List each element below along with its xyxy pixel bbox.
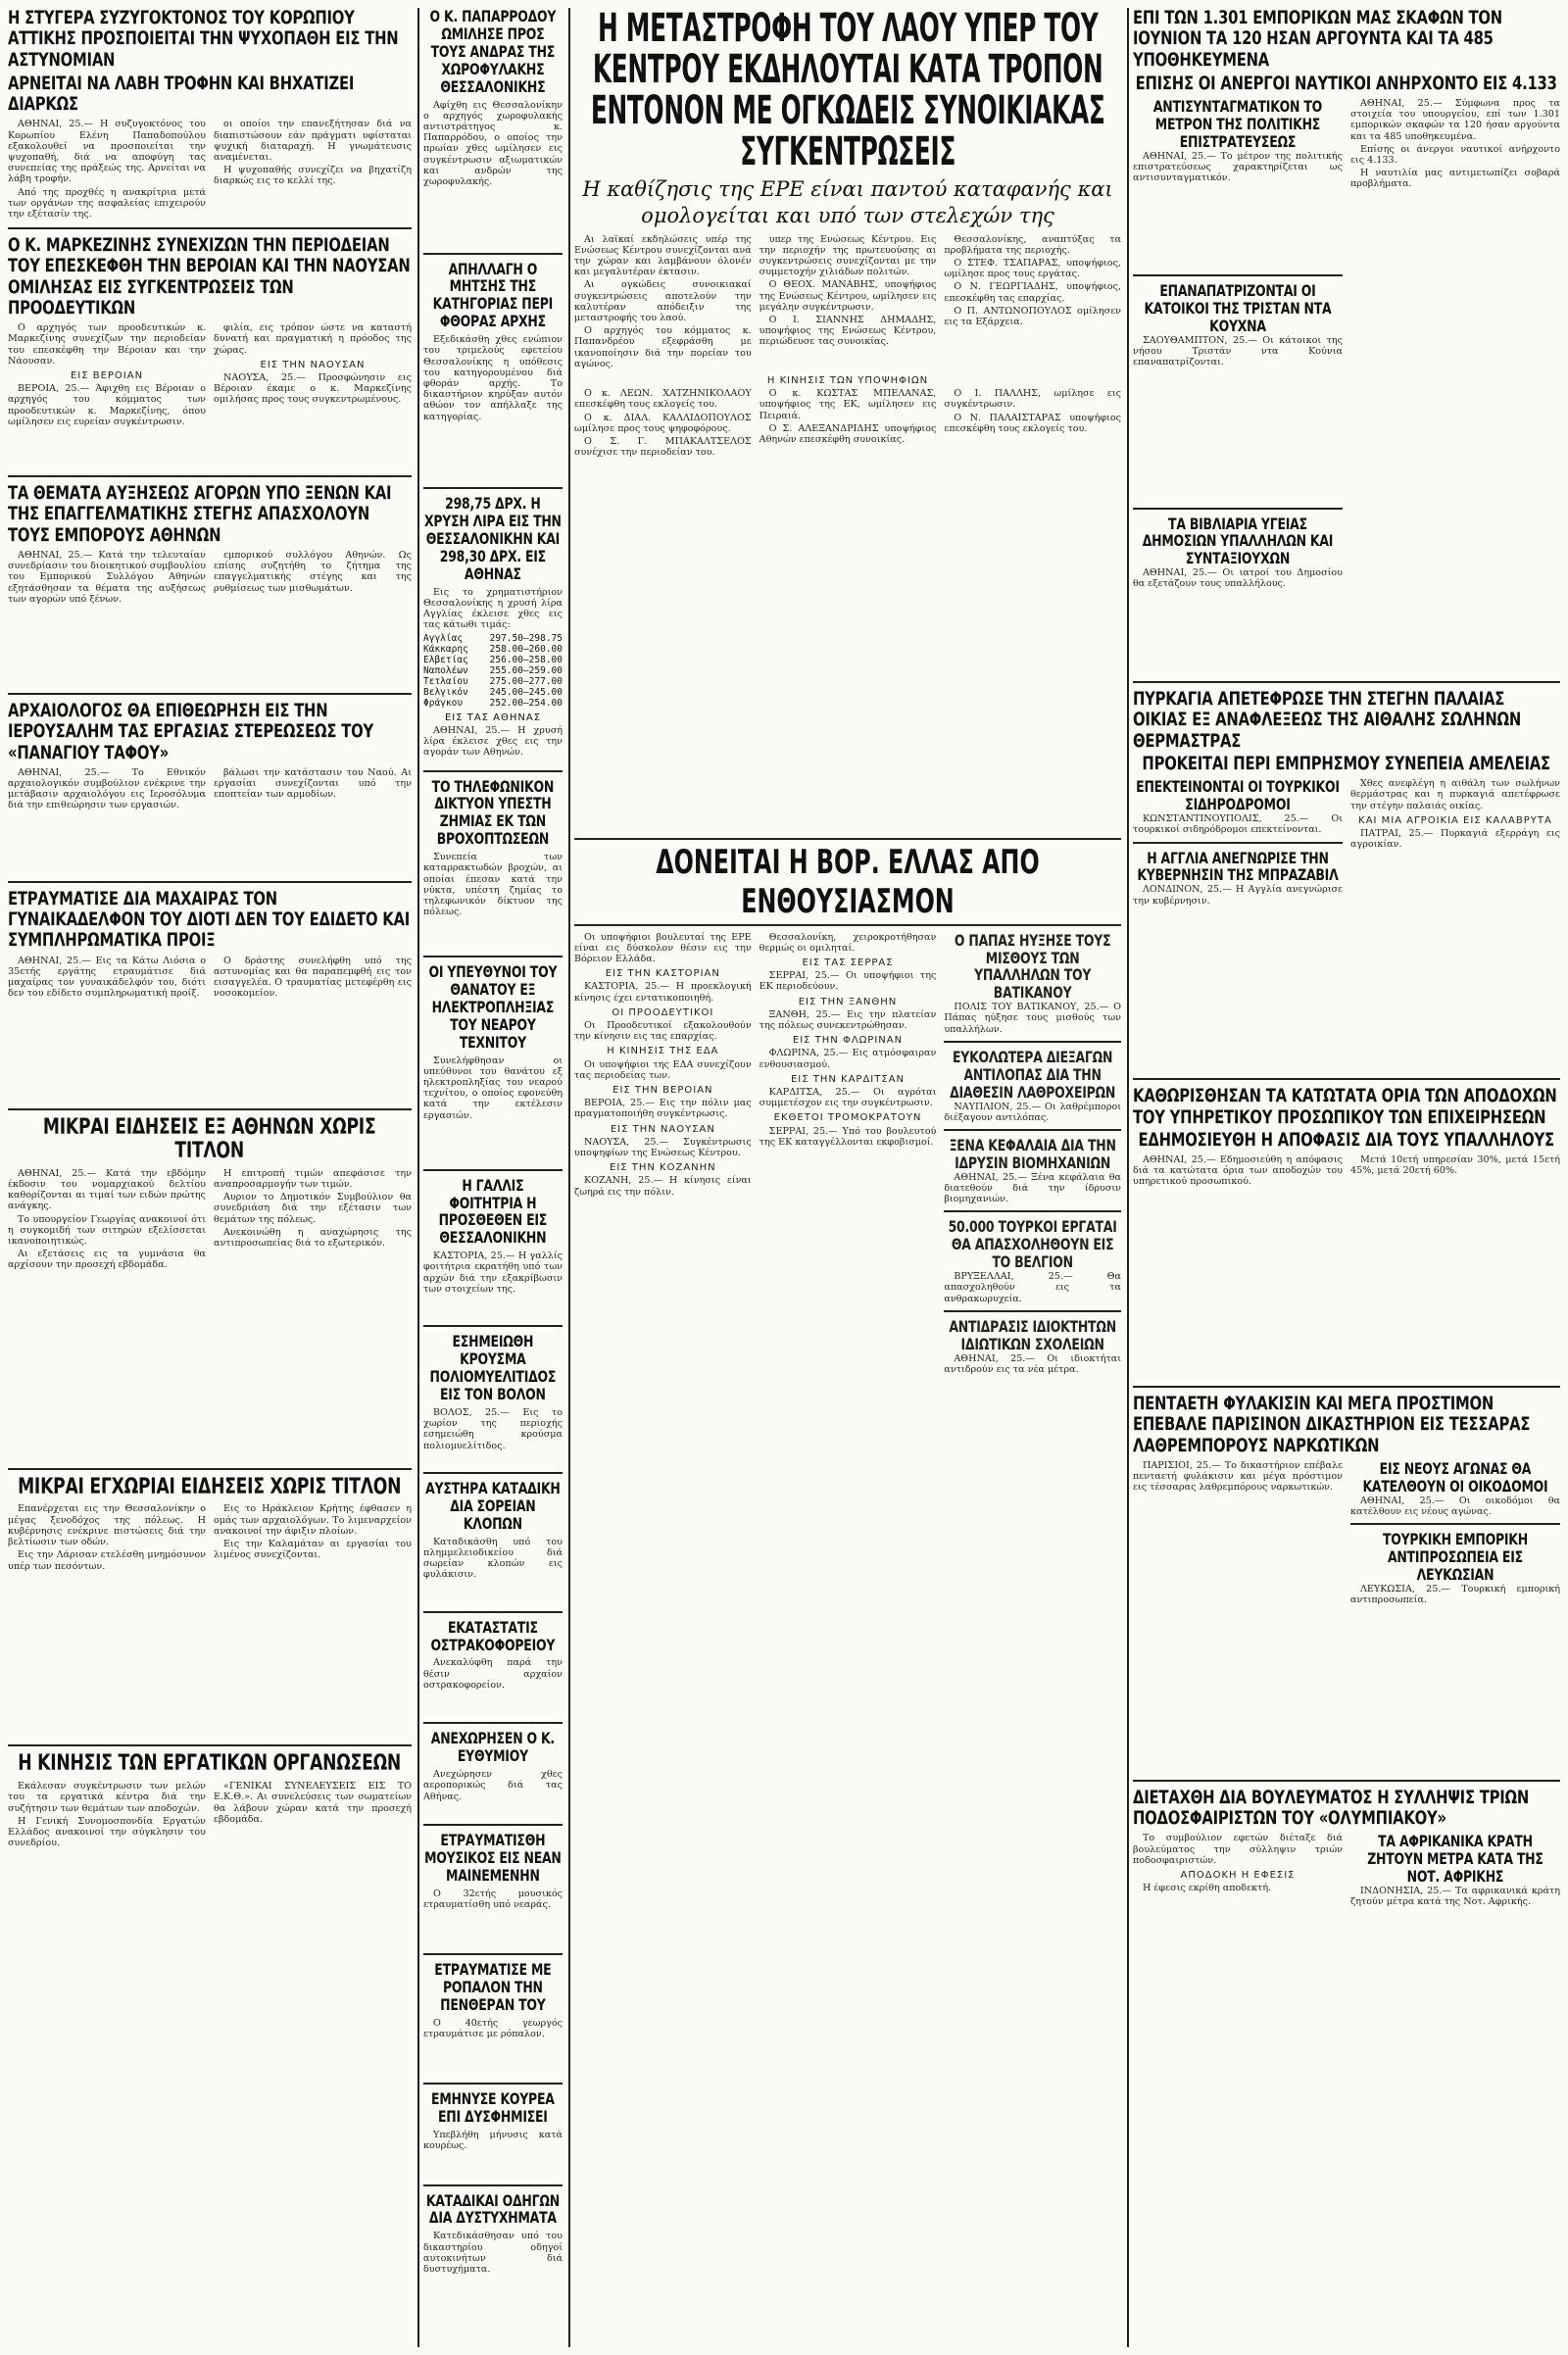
section-tag: ΕΙΣ ΤΗΝ ΚΑΡΔΙΤΣΑΝ <box>790 1073 906 1085</box>
divider <box>944 1041 1121 1043</box>
article-body: Επανέρχεται εις την Θεσσαλονίκην ο μέγας ξενοδόχος της πόλεως. Η κυβέρνησις ενέκρινε πιστώσεις διά την βελτίωσιν των οδών. Εις την Λάρισαν ετελέσθη μνημόσυνον υπέρ των πεσόντων. Εις το Ηράκλειον Κρήτης έφθασεν η ομάς των αρχαιολόγων. Το λιμεναρχείον ανακοινοί την άφιξιν πλοίων. Εις την Καλαμάταν αι εργασίαι του λιμένος συνεχίζονται. <box>8 1503 412 1572</box>
price-row: Κάκκαρης 258.00—260.00 <box>423 643 563 655</box>
article-body: ΑΘΗΝΑΙ, 25.— Η συζυγοκτόνος του Κορωπίου Ελένη Παπαδοπούλου εξακολουθεί να προσποιείται την ψυχοπαθή, διά να αποφύγη τας συνεπείας της πράξεώς της. Αρνείται να λάβη τροφήν. Από της προχθές η ανακρίτρια μετά των οργάνων της ασφαλείας επιχειρούν την εξέτασίν της. οι οποίοι την επανεξήτησαν διά να διαπιστώσουν εάν πράγματι υφίσταται ψυχική διαταραχή. Η γνωμάτευσις αναμένεται. Η ψυχοπαθής συνεχίζει να βηχατίζη διαρκώς εις το κελλί της. <box>8 119 412 220</box>
headline-skafwn: ΕΠΙ ΤΩΝ 1.301 ΕΜΠΟΡΙΚΩΝ ΜΑΣ ΣΚΑΦΩΝ ΤΟΝ ΙΟΥΝΙΟΝ ΤΑ 120 ΗΣΑΝ ΑΡΓΟΥΝΤΑ ΚΑΙ ΤΑ 485 ΥΠΟΘΗΚΕΥΜΕΝΑ <box>1133 8 1502 71</box>
section-tag: Η ΚΙΝΗΣΙΣ ΤΗΣ ΕΔΑ <box>607 1046 719 1057</box>
divider <box>944 1310 1121 1312</box>
article-body: Υπεβλήθη μήνυσις κατά κουρέως. <box>423 2129 563 2151</box>
price-row: Βελγικόν 245.00—245.00 <box>423 686 563 698</box>
section-tag: ΕΙΣ ΤΗΝ ΝΑΟΥΣΑΝ <box>610 1123 715 1135</box>
divider <box>8 1744 412 1746</box>
divider <box>423 253 563 255</box>
divider <box>423 1169 563 1171</box>
headline-pope: Ο ΠΑΠΑΣ ΗΥΞΗΣΕ ΤΟΥΣ ΜΙΣΘΟΥΣ ΤΩΝ ΥΠΑΛΛΗΛΩΝ ΤΟΥ ΒΑΤΙΚΑΝΟΥ <box>954 931 1111 1003</box>
section-tag: ΚΑΙ ΜΙΑ ΑΓΡΟΙΚΙΑ ΕΙΣ ΚΑΛΑΒΡΥΤΑ <box>1358 814 1552 826</box>
article-body: Αι λαϊκαί εκδηλώσεις υπέρ της Ενώσεως Κέντρου συνεχίζονται ανά την χώραν και λαμβάνουν όλονέν και μεγαλυτέραν έκτασιν. Αι ογκώδεις συνοικιακαί συγκεντρώσεις αποτελούν την καλυτέραν απόδειξιν της μεταστροφής του λαού. Ο αρχηγός του κόμματος κ. Παπανδρέου εξεφράσθη με ικανοποίησιν διά την πορείαν του αγώνος. υπερ της Ενώσεως Κέντρου. Εις την περιοχήν της πρωτευούσης αι συγκεντρώσεις συνεχίζονται με την συμμετοχήν χιλιάδων πολιτών. Ο ΘΕΟΧ. ΜΑΝΑΒΗΣ, υποψήφιος της Ενώσεως Κέντρου, ωμίλησεν εις μεγάλην συγκέντρωσιν. Ο Ι. ΣΙΑΝΝΗΣ ΔΗΜΑΔΗΣ, υποψήφιος της Ενώσεως Κέντρου, περιώδευσε τας συνοικίας. Θεσσαλονίκης, αναπτύξας τα προβλήματα της περιοχής. Ο ΣΤΕΦ. ΤΣΑΠΑΡΑΣ, υποψήφιος, ωμίλησε προς τους εργάτας. Ο Ν. ΓΕΩΡΓΙΑΔΗΣ, υποψήφιος, επεσκέφθη τας επαρχίας. Ο Π. ΑΝΤΩΝΟΠΟΥΛΟΣ ομίλησεν εις τα Εξάρχεια. Η ΚΙΝΗΣΙΣ ΤΩΝ ΥΠΟΨΗΦΙΩΝ Ο κ. ΛΕΩΝ. ΧΑΤΖΗΝΙΚΟΛΑΟΥ επεσκέφθη τους εκλογείς του. Ο κ. ΔΙΑΛ. ΚΑΛΛΙΔΟΠΟΥΛΟΣ ωμίλησε προς τους ψηφοφόρους. Ο Σ. Γ. ΜΠΑΚΑΛΤΣΕΛΟΣ συνέχισε την περιοδείαν του. Ο κ. ΚΩΣΤΑΣ ΜΠΕΛΑΝΑΣ, υποψήφιος της ΕΚ, ωμίλησεν εις Πειραιά. Ο Σ. ΑΛΕΞΑΝΔΡΙΔΗΣ υποψήφιος Αθηνών επεσκέφθη συνοικίας. Ο Ι. ΠΑΛΛΗΣ, ωμίλησε εις συγκέντρωσιν. Ο Ν. ΠΑΛΑΙΣΤΑΡΑΣ υποψήφιος επεσκέφθη τους εκλογείς του. <box>574 233 1121 459</box>
article-body: ΒΟΛΟΣ, 25.— Εις το χωρίον της περιοχής εσημειώθη κρούσμα πολιομυελίτιδος. <box>423 1406 563 1451</box>
article-body: ΑΘΗΝΑΙ, 25.— Κατά την εβδόμην έκδοσιν του νομαρχιακού δελτίου καθορίζονται αι τιμαί των ειδών πρώτης ανάγκης. Το υπουργείον Γεωργίας ανακοινοί ότι η συγκομιδή των σιτηρών εξελίσσεται ικανοποιητικώς. Αι εξετάσεις εις τα γυμνάσια θα αρχίσουν την προσεχή εβδομάδα. Η επιτροπή τιμών απεφάσισε την αναπροσαρμογήν των τιμών. Αυριον το Δημοτικόν Συμβούλιον θα συνεδριάση διά την εξέτασιν των θεμάτων της πόλεως. Ανεκοινώθη η αναχώρησις της αντιπροσωπείας διά το εξωτερικόν. <box>8 1167 412 1271</box>
article-body: ΑΘΗΝΑΙ, 25.— Η χρυσή λίρα έκλεισε χθες εις την αγοράν των Αθηνών. <box>423 724 563 758</box>
section-tag: Η ΚΙΝΗΣΙΣ ΤΩΝ ΥΠΟΨΗΦΙΩΝ <box>766 375 929 387</box>
headline-narkwtikwn: ΠΕΝΤΑΕΤΗ ΦΥΛΑΚΙΣΙΝ ΚΑΙ ΜΕΓΑ ΠΡΟΣΤΙΜΟΝ ΕΠΕΒΑΛΕ ΠΑΡΙΣΙΝΟΝ ΔΙΚΑΣΤΗΡΙΟΝ ΕΙΣ ΤΕΣΣΑΡΑΣ ΛΑΘΡΕΜΠΟΡΟΥΣ ΝΑΡΚΩΤΙΚΩΝ <box>1133 1393 1531 1456</box>
headline-lefkwsia: ΤΟΥΡΚΙΚΗ ΕΜΠΟΡΙΚΗ ΑΝΤΙΠΡΟΣΩΠΕΙΑ ΕΙΣ ΛΕΥΚΩΣΙΑΝ <box>1382 1530 1529 1584</box>
section-tag: ΕΙΣ ΤΗΝ ΝΑΟΥΣΑΝ <box>260 359 366 370</box>
section-tag: ΕΙΣ ΤΗΝ ΒΕΡΟΙΑΝ <box>612 1085 713 1097</box>
section-tag: ΕΙΣ ΤΗΝ ΚΟΖΑΝΗΝ <box>610 1162 716 1174</box>
article-body: Ο 32ετής μουσικός ετραυματίσθη υπό νεαράς. <box>423 1888 563 1911</box>
headline-mousikos: ΕΤΡΑΥΜΑΤΙΣΘΗ ΜΟΥΣΙΚΟΣ ΕΙΣ ΝΕΑΝ ΜΑΙΝΕΜΕΝΗΝ <box>424 1831 562 1886</box>
section-tag: ΕΙΣ ΒΕΡΟΙΑΝ <box>70 370 144 382</box>
article-body: Εξεδικάσθη χθες ενώπιον του τριμελούς εφετείου Θεσσαλονίκης η υπόθεσις του κατηγορουμένου διά φθοράν αρχής. Το δικαστήριον κηρύξαν αυτόν αθώον τον απήλλαξε της κατηγορίας. <box>423 334 563 422</box>
divider <box>1133 842 1343 844</box>
right-lower <box>1133 1460 1560 1774</box>
divider <box>1350 1523 1560 1525</box>
divider <box>423 2083 563 2085</box>
article-body: ΠΑΡΙΣΙΟΙ, 25.— Το δικαστήριον επέβαλε πενταετή φυλάκισιν και μέγα πρόστιμον εις τέσσαρας λαθρεμπόρους ναρκωτικών. <box>1133 1459 1343 1494</box>
headline-ropalon: ΕΤΡΑΥΜΑΤΙΣΕ ΜΕ ΡΟΠΑΛΟΝ ΤΗΝ ΠΕΝΘΕΡΑΝ ΤΟΥ <box>434 1959 552 2014</box>
divider <box>8 693 412 695</box>
article-body: ΑΘΗΝΑΙ, 25.— Εις τα Κάτω Λιόσια ο 35ετής εργάτης ετραυμάτισε διά μαχαίρας τον γυναικάδελφόν του, διότι δεν του εδίδετο συμπληρωματική προίξ. Ο δράστης συνελήφθη υπό της αστυνομίας και θα παραπεμφθή εις τον εισαγγελέα. Ο τραυματίας μετεφέρθη εις νοσοκομείον. <box>8 955 412 1000</box>
divider <box>1133 1780 1560 1782</box>
column-rule <box>568 8 570 2347</box>
subheadline-korwpi: ΑΡΝΕΙΤΑΙ ΝΑ ΛΑΒΗ ΤΡΟΦΗΝ ΚΑΙ ΒΗΧΑΤΙΖΕΙ ΔΙΑΡΚΩΣ <box>8 72 355 116</box>
divider <box>1133 274 1343 276</box>
divider <box>8 1468 412 1470</box>
divider <box>944 1210 1121 1212</box>
headline-oikodomoi: ΕΙΣ ΝΕΟΥΣ ΑΓΩΝΑΣ ΘΑ ΚΑΤΕΛΘΟΥΝ ΟΙ ΟΙΚΟΔΟΜΟΙ <box>1362 1459 1548 1496</box>
article-body: ΛΟΝΔΙΝΟΝ, 25.— Η Αγγλία ανεγνώρισε την κυβέρνησιν. <box>1133 884 1343 907</box>
article-body: Ανεχώρησεν χθες αεροπορικώς διά τας Αθήνας. <box>423 1769 563 1802</box>
center-lower <box>574 932 1121 2069</box>
article-body: Εις το χρηματιστήριον Θεσσαλονίκης η χρυσή λίρα Αγγλίας έκλεισε χθες εις τας κάτωθι τιμάς: <box>423 586 563 631</box>
article-body: Συνεπεία των καταρρακτωδών βροχών, αι οποίαι έπεσαν κατά την νύκτα, υπέστη ζημίας το τηλεφωνικόν δίκτυον της πόλεως. <box>423 852 563 918</box>
headline-kourea: ΕΜΗΝΥΣΕ ΚΟΥΡΕΑ ΕΠΙ ΔΥΣΦΗΜΙΣΕΙ <box>431 2088 555 2126</box>
article-body: ΚΩΝΣΤΑΝΤΙΝΟΥΠΟΛΙΣ, 25.— Οι τουρκικοί σιδηρόδρομοι επεκτείνονται. <box>1133 813 1343 836</box>
right-middle <box>1133 778 1560 1072</box>
article-body: Οι υποψήφιοι βουλευταί της ΕΡΕ είναι εις δύσκολον θέσιν εις την Βόρειον Ελλάδα. ΕΙΣ ΤΗΝ ΚΑΣΤΟΡΙΑΝ ΚΑΣΤΟΡΙΑ, 25.— Η προεκλογική κίνησις έχει εντατικοποιηθή. ΟΙ ΠΡΟΟΔΕΥΤΙΚΟΙ Οι Προοδευτικοί εξακολουθούν την κίνησιν εις τας επαρχίας. Η ΚΙΝΗΣΙΣ ΤΗΣ ΕΔΑ Οι υποψήφιοι της ΕΔΑ συνεχίζουν τας περιοδείας των. ΕΙΣ ΤΗΝ ΒΕΡΟΙΑΝ ΒΕΡΟΙΑ, 25.— Εις την πόλιν μας πραγματοποιήθη συγκέντρωσις. ΕΙΣ ΤΗΝ ΝΑΟΥΣΑΝ ΝΑΟΥΣΑ, 25.— Συγκέντρωσις υποψηφίων της Ενώσεως Κέντρου. ΕΙΣ ΤΗΝ ΚΟΖΑΝΗΝ ΚΟΖΑΝΗ, 25.— Η κίνησις είναι ζωηρά εις την πόλιν. <box>574 931 752 1198</box>
subheadline-skafwn: ΕΠΙΣΗΣ ΟΙ ΑΝΕΡΓΟΙ ΝΑΥΤΙΚΟΙ ΑΝΗΡΧΟΝΤΟ ΕΙΣ 4.133 <box>1135 72 1557 94</box>
headline-markezinis: Ο Κ. ΜΑΡΚΕΖΙΝΗΣ ΣΥΝΕΧΙΖΩΝ ΤΗΝ ΠΕΡΙΟΔΕΙΑΝ ΤΟΥ ΕΠΕΣΚΕΦΘΗ ΤΗΝ ΒΕΡΟΙΑΝ ΚΑΙ ΤΗΝ ΝΑΟΥΣΑΝ ΟΜΙΛΗΣΑΣ ΕΙΣ ΣΥΓΚΕΝΤΡΩΣΕΙΣ ΤΩΝ ΠΡΟΟΔΕΥΤΙΚΩΝ <box>8 234 411 319</box>
column-left <box>8 8 412 2347</box>
headline-antisyntagmatikon: ΑΝΤΙΣΥΝΤΑΓΜΑΤΙΚΟΝ ΤΟ ΜΕΤΡΟΝ ΤΗΣ ΠΟΛΙΤΙΚΗΣ ΕΠΙΣΤΡΑΤΕΥΣΕΩΣ <box>1152 97 1323 151</box>
headline-capital: ΞΕΝΑ ΚΕΦΑΛΑΙΑ ΔΙΑ ΤΗΝ ΙΔΡΥΣΙΝ ΒΙΟΜΗΧΑΝΙΩΝ <box>949 1135 1116 1172</box>
article-body: ΛΕΥΚΩΣΙΑ, 25.— Τουρκική εμπορική αντιπροσωπεία. <box>1350 1583 1560 1606</box>
section-tag: ΕΙΣ ΤΑΣ ΣΕΡΡΑΣ <box>802 957 894 968</box>
headline-pyrkagia: ΠΥΡΚΑΓΙΑ ΑΠΕΤΕΦΡΩΣΕ ΤΗΝ ΣΤΕΓΗΝ ΠΑΛΑΙΑΣ ΟΙΚΙΑΣ ΕΞ ΑΝΑΦΛΕΞΕΩΣ ΤΗΣ ΑΙΘΑΛΗΣ ΣΩΛΗΝΩΝ ΘΕΡΜΑΣΤΡΑΣ <box>1133 688 1522 752</box>
article-body: Ανεκαλύφθη παρά την θέσιν αρχαίον οστρακοφορείον. <box>423 1657 563 1691</box>
headline-xrysi-lira: 298,75 ΔΡΧ. Η ΧΡΥΣΗ ΛΙΡΑ ΕΙΣ ΤΗΝ ΘΕΣΣΑΛΟΝΙΚΗΝ ΚΑΙ 298,30 ΔΡΧ. ΕΙΣ ΑΘΗΝΑΣ <box>424 494 562 583</box>
headline-brazzaville: Η ΑΓΓΛΙΑ ΑΝΕΓΝΩΡΙΣΕ ΤΗΝ ΚΥΒΕΡΝΗΣΙΝ ΤΗΣ ΜΠΡΑΖΑΒΙΛ <box>1137 848 1339 885</box>
divider <box>423 1824 563 1826</box>
article-body: ΑΘΗΝΑΙ, 25.— Εδημοσιεύθη η απόφασις διά τα κατώτατα όρια των αποδοχών του υπηρετικού προσωπικού. Μετά 10ετή υπηρεσίαν 30%, μετά 15ετή 45%, μετά 20ετή 60%. <box>1133 1154 1560 1188</box>
article-body: ΙΝΔΟΝΗΣΙΑ, 25.— Τα αφρικανικά κράτη ζητούν μέτρα κατά της Νοτ. Αφρικής. <box>1350 1886 1560 1908</box>
price-row: Φράγκου 252.00—254.00 <box>423 697 563 709</box>
column-right <box>1133 8 1560 2347</box>
column-center <box>574 8 1121 2347</box>
headline-paparrodou: Ο Κ. ΠΑΠΑΡΡΟΔΟΥ ΩΜΙΛΗΣΕ ΠΡΟΣ ΤΟΥΣ ΑΝΔΡΑΣ ΤΗΣ ΧΩΡΟΦΥΛΑΚΗΣ ΘΕΣΣΑΛΟΝΙΚΗΣ <box>429 8 557 96</box>
article-body: Κατεδικάσθησαν υπό του δικαστηρίου οδηγοί αυτοκινήτων διά δυστυχήματα. <box>423 2231 563 2275</box>
divider <box>8 1108 412 1110</box>
subheadline-apodoxwn: ΕΔΗΜΟΣΙΕΥΘΗ Η ΑΠΟΦΑΣΙΣ ΔΙΑ ΤΟΥΣ ΥΠΑΛΛΗΛΟΥΣ <box>1138 1128 1554 1151</box>
headline-sidirodromoi: ΕΠΕΚΤΕΙΝΟΝΤΑΙ ΟΙ ΤΟΥΡΚΙΚΟΙ ΣΙΔΗΡΟΔΡΟΜΟΙ <box>1136 778 1340 814</box>
divider <box>1133 681 1560 683</box>
divider <box>423 487 563 489</box>
column-rule <box>417 8 419 2347</box>
subheadline-pyrkagia: ΠΡΟΚΕΙΤΑΙ ΠΕΡΙ ΕΜΠΡΗΣΜΟΥ ΣΥΝΕΠΕΙΑ ΑΜΕΛΕΙΑΣ <box>1142 753 1550 775</box>
article-body: Ο ΠΑΠΑΣ ΗΥΞΗΣΕ ΤΟΥΣ ΜΙΣΘΟΥΣ ΤΩΝ ΥΠΑΛΛΗΛΩΝ ΤΟΥ ΒΑΤΙΚΑΝΟΥ ΠΟΛΙΣ ΤΟΥ ΒΑΤΙΚΑΝΟΥ, 25.— Ο Πάπας ηύξησε τους μισθούς των υπαλλήλων. ΕΥΚΟΛΩΤΕΡΑ ΔΙΕΞΑΓΩΝ ΑΝΤΙΛΟΠΑΣ ΔΙΑ ΤΗΝ ΔΙΑΘΕΣΙΝ ΛΑΘΡΟΧΕΙΡΩΝ ΝΑΥΠΛΙΟΝ, 25.— Οι λαθρέμποροι διέξαγουν αντιλόπας. ΞΕΝΑ ΚΕΦΑΛΑΙΑ ΔΙΑ ΤΗΝ ΙΔΡΥΣΙΝ ΒΙΟΜΗΧΑΝΙΩΝ ΑΘΗΝΑΙ, 25.— Ξένα κεφάλαια θα διατεθούν διά την ίδρυσιν βιομηχανιών. 50.000 ΤΟΥΡΚΟΙ ΕΡΓΑΤΑΙ ΘΑ ΑΠΑΣΧΟΛΗΘΟΥΝ ΕΙΣ ΤΟ ΒΕΛΓΙΟΝ ΒΡΥΞΕΛΛΑΙ, 25.— Θα απασχοληθούν εις τα ανθρακωρυχεία. ΑΝΤΙΔΡΑΣΙΣ ΙΔΙΟΚΤΗΤΩΝ ΙΔΙΩΤΙΚΩΝ ΣΧΟΛΕΙΩΝ ΑΘΗΝΑΙ, 25.— Οι ιδιοκτήται αντιδρούν εις τα νέα μέτρα. <box>944 931 1121 1375</box>
headline-tilefwniko: ΤΟ ΤΗΛΕΦΩΝΙΚΟΝ ΔΙΚΤΥΟΝ ΥΠΕΣΤΗ ΖΗΜΙΑΣ ΕΚ ΤΩΝ ΒΡΟΧΟΠΤΩΣΕΩΝ <box>431 776 555 849</box>
section-tag: ΕΙΣ ΤΗΝ ΞΑΝΘΗΝ <box>798 996 898 1007</box>
headline-maxaira: ΕΤΡΑΥΜΑΤΙΣΕ ΔΙΑ ΜΑΧΑΙΡΑΣ ΤΟΝ ΓΥΝΑΙΚΑΔΕΛΦΟΝ ΤΟΥ ΔΙΟΤΙ ΔΕΝ ΤΟΥ ΕΔΙΔΕΤΟ ΚΑΙ ΣΥΜΠΛΗΡΩΜΑΤΙΚΑ ΠΡΟΙΞ <box>8 887 411 952</box>
headline-vivliaria: ΤΑ ΒΙΒΛΙΑΡΙΑ ΥΓΕΙΑΣ ΔΗΜΟΣΙΩΝ ΥΠΑΛΛΗΛΩΝ ΚΑΙ ΣΥΝΤΑΞΙΟΥΧΩΝ <box>1142 514 1334 568</box>
article-body: Αφίχθη εις Θεσσαλονίκην ο αρχηγός χωροφυλακής αντιστράτηγος κ. Παπαρρόδου, ο οποίος την πρωίαν χθες ωμίλησεν εις συγκέντρωσιν αξιωματικών και ανδρών της χωροφυλακής. <box>423 99 563 187</box>
headline-odigwn: ΚΑΤΑΔΙΚΑΙ ΟΔΗΓΩΝ ΔΙΑ ΔΥΣΤΥΧΗΜΑΤΑ <box>425 2190 561 2228</box>
article-body: ΣΑΟΥΘΑΜΠΤΟΝ, 25.— Οι κάτοικοι της νήσου Τριστάν ντα Κούνια επαναπατρίζονται. <box>1133 334 1343 368</box>
headline-workers: 50.000 ΤΟΥΡΚΟΙ ΕΡΓΑΤΑΙ ΘΑ ΑΠΑΣΧΟΛΗΘΟΥΝ ΕΙΣ ΤΟ ΒΕΛΓΙΟΝ <box>948 1217 1117 1272</box>
main-deck: Η καθίζησις της ΕΡΕ είναι παντού καταφανής και ομολογείται και υπό των στελεχών της <box>582 177 1113 228</box>
divider <box>423 1325 563 1327</box>
price-row: Ναπολέων 255.00—259.00 <box>423 664 563 676</box>
article-body: Καταδικάσθη υπό του πλημμελειοδικείου διά σωρείαν κλοπών εις φυλάκισιν. <box>423 1536 563 1581</box>
article-body: ΑΘΗΝΑΙ, 25.— Το Εθνικόν αρχαιολογικόν συμβούλιον ενέκρινε την μετάβασιν αρχαιολόγου εις Ιεροσόλυμα διά την επιθεώρησιν των εργασιών. βάλωσι την κατάστασιν του Ναού. Αι εργασίαι συνεχίζονται υπό την εποπτείαν των αρμοδίων. <box>8 766 412 811</box>
right-bottom <box>1133 1833 1560 1909</box>
main-headline: Η ΜΕΤΑΣΤΡΟΦΗ ΤΟΥ ΛΑΟΥ ΥΠΕΡ ΤΟΥ ΚΕΝΤΡΟΥ ΕΚΔΗΛΟΥΤΑΙ ΚΑΤΑ ΤΡΟΠΟΝ ΕΝΤΟΝΟΝ ΜΕ ΟΓΚΩΔΕΙΣ ΣΥΝΟΙΚΙΑΚΑΣ ΣΥΓΚΕΝΤΡΩΣΕΙΣ <box>590 8 1105 174</box>
article-body: Χθες ανεφλέγη η αιθάλη των σωλήνων θερμάστρας και η πυρκαγιά απετέφρωσε την στέγην παλαιάς οικίας. ΚΑΙ ΜΙΑ ΑΓΡΟΙΚΙΑ ΕΙΣ ΚΑΛΑΒΡΥΤΑ ΠΑΤΡΑΙ, 25.— Πυρκαγιά εξερράγη εις αγροικίαν. <box>1350 778 1560 851</box>
divider <box>1133 508 1343 510</box>
price-row: Ελβετίας 256.00—258.00 <box>423 654 563 665</box>
headline-mikrai-egxwriai: ΜΙΚΡΑΙ ΕΓΧΩΡΙΑΙ ΕΙΔΗΣΕΙΣ ΧΩΡΙΣ ΤΙΤΛΟΝ <box>18 1474 402 1499</box>
article-body: ΑΘΗΝΑΙ, 25.— Οι οικοδόμοι θα κατέλθουν εις νέους αγώνας. <box>1350 1495 1560 1517</box>
column-rule <box>1127 8 1129 2347</box>
headline-smuggling: ΕΥΚΟΛΩΤΕΡΑ ΔΙΕΞΑΓΩΝ ΑΝΤΙΛΟΠΑΣ ΔΙΑ ΤΗΝ ΔΙΑΘΕΣΙΝ ΛΑΘΡΟΧΕΙΡΩΝ <box>950 1047 1116 1102</box>
article-body: Ο αρχηγός των προοδευτικών κ. Μαρκεζίνης συνεχίζων την περιοδείαν του επεσκέφθη την Βέροιαν και την Νάουσαν. ΕΙΣ ΒΕΡΟΙΑΝ ΒΕΡΟΙΑ, 25.— Άφιχθη εις Βέροιαν ο αρχηγός του κόμματος των προοδευτικών κ. Μαρκεζίνης, όπου ωμίλησεν εις ευρείαν συγκέντρωσιν. φιλία, εις τρόπον ώστε να καταστή δυνατή και πραγματική η πρόοδος της χώρας. ΕΙΣ ΤΗΝ ΝΑΟΥΣΑΝ ΝΑΟΥΣΑ, 25.— Προσφώνησιν εις Βέροιαν έκαμε ο κ. Μαρκεζίνης ομιλήσας προς τους συγκεντρωμένους. <box>8 322 412 427</box>
divider <box>423 1722 563 1724</box>
divider <box>423 1953 563 1955</box>
headline-klopwn: ΑΥΣΤΗΡΑ ΚΑΤΑΔΙΚΗ ΔΙΑ ΣΟΡΕΙΑΝ ΚΛΟΠΩΝ <box>425 1478 561 1533</box>
gold-price-table <box>423 633 563 709</box>
divider <box>8 475 412 477</box>
article-body: Θεσσαλονίκη, χειροκροτήθησαν θερμώς οι ομιληταί. ΕΙΣ ΤΑΣ ΣΕΡΡΑΣ ΣΕΡΡΑΙ, 25.— Οι υποψήφιοι της ΕΚ περιοδεύουν. ΕΙΣ ΤΗΝ ΞΑΝΘΗΝ ΞΑΝΘΗ, 25.— Εις την πλατείαν της πόλεως συνεκεντρώθησαν. ΕΙΣ ΤΗΝ ΦΛΩΡΙΝΑΝ ΦΛΩΡΙΝΑ, 25.— Εις ατμόσφαιραν ενθουσιασμού. ΕΙΣ ΤΗΝ ΚΑΡΔΙΤΣΑΝ ΚΑΡΔΙΤΣΑ, 25.— Οι αγρόται συμμετέσχον εις την συγκέντρωσιν. ΕΚΘΕΤΟΙ ΤΡΟΜΟΚΡΑΤΟΥΝ ΣΕΡΡΑΙ, 25.— Υπό του βουλευτού της ΕΚ καταγγέλλονται εκφοβισμοί. <box>759 931 937 1148</box>
section-tag: ΟΙ ΠΡΟΟΔΕΥΤΙΚΟΙ <box>612 1006 714 1018</box>
divider <box>1133 1078 1560 1080</box>
headline-schools: ΑΝΤΙΔΡΑΣΙΣ ΙΔΙΟΚΤΗΤΩΝ ΙΔΙΩΤΙΚΩΝ ΣΧΟΛΕΙΩΝ <box>949 1316 1116 1353</box>
section-tag: ΕΙΣ ΤΗΝ ΚΑΣΤΟΡΙΑΝ <box>605 968 720 980</box>
headline-apodoxwn: ΚΑΘΩΡΙΣΘΗΣΑΝ ΤΑ ΚΑΤΩΤΑΤΑ ΟΡΙΑ ΤΩΝ ΑΠΟΔΟΧΩΝ ΤΟΥ ΥΠΗΡΕΤΙΚΟΥ ΠΡΟΣΩΠΙΚΟΥ ΤΩΝ ΕΠΙΧΕΙΡΗΣΕΩΝ <box>1133 1085 1557 1128</box>
article-body: ΑΘΗΝΑΙ, 25.— Σύμφωνα προς τα στοιχεία του υπουργείου, επί των 1.301 εμπορικών σκαφών τα 120 ήσαν αργούντα και τα 485 υποθηκευμένα. Επίσης οι άνεργοι ναυτικοί ανήρχοντο εις 4.133. Η ναυτιλία μας αντιμετωπίζει σοβαρά προβλήματα. <box>1350 98 1560 190</box>
price-row: Τετλαίου 275.00—277.00 <box>423 675 563 687</box>
headline-foititria: Η ΓΑΛΛΙΣ ΦΟΙΤΗΤΡΙΑ Η ΠΡΟΣΘΕΘΕΝ ΕΙΣ ΘΕΣΣΑΛΟΝΙΚΗΝ <box>438 1175 548 1248</box>
headline-olympiakou: ΔΙΕΤΑΧΘΗ ΔΙΑ ΒΟΥΛΕΥΜΑΤΟΣ Η ΣΥΛΛΗΨΙΣ ΤΡΙΩΝ ΠΟΔΟΣΦΑΙΡΙΣΤΩΝ ΤΟΥ «ΟΛΥΜΠΙΑΚΟΥ» <box>1133 1786 1530 1830</box>
article-body: Εκάλεσαν συγκέντρωσιν των μελών του τα εργατικά κέντρα διά την συζήτησιν των θεμάτων των αποδοχών. Η Γενική Συνομοσπονδία Εργατών Ελλάδος ανακοινοί την σύγκλησιν του συνεδρίου. «ΓΕΝΙΚΑΙ ΣΥΝΕΛΕΥΣΕΙΣ ΕΙΣ ΤΟ Ε.Κ.Θ.». Αι συνελεύσεις των σωματείων θα λάβουν χώραν κατά την προσεχή εβδομάδα. <box>8 1781 412 1849</box>
divider <box>423 1472 563 1474</box>
headline-korwpi: Η ΣΤΥΓΕΡΑ ΣΥΖΥΓΟΚΤΟΝΟΣ ΤΟΥ ΚΟΡΩΠΙΟΥ ΑΤΤΙΚΗΣ ΠΡΟΣΠΟΙΕΙΤΑΙ ΤΗΝ ΨΥΧΟΠΑΘΗ ΕΙΣ ΤΗΝ ΑΣΤΥΝΟΜΙΑΝ <box>8 8 399 71</box>
article-body: Ο 40ετής γεωργός ετραυμάτισε με ρόπαλον. <box>423 2017 563 2039</box>
headline-ilektroplixia: ΟΙ ΥΠΕΥΘΥΝΟΙ ΤΟΥ ΘΑΝΑΤΟΥ ΕΞ ΗΛΕΚΤΡΟΠΛΗΞΙΑΣ ΤΟΥ ΝΕΑΡΟΥ ΤΕΧΝΙΤΟΥ <box>428 962 558 1052</box>
article-body: ΑΘΗΝΑΙ, 25.— Το μέτρον της πολιτικής επιστρατεύσεως χαρακτηρίζεται ως αντισυνταγματικόν. <box>1133 150 1343 184</box>
headline-mikrai-athinon: ΜΙΚΡΑΙ ΕΙΔΗΣΕΙΣ ΕΞ ΑΘΗΝΩΝ ΧΩΡΙΣ ΤΙΤΛΟΝ <box>42 1114 376 1164</box>
divider <box>944 1129 1121 1131</box>
headline-afriki: ΤΑ ΑΦΡΙΚΑΝΙΚΑ ΚΡΑΤΗ ΖΗΤΟΥΝ ΜΕΤΡΑ ΚΑΤΑ ΤΗΣ ΝΟΤ. ΑΦΡΙΚΗΣ <box>1367 1832 1544 1887</box>
section-tag: ΕΚΘΕΤΟΙ ΤΡΟΜΟΚΡΑΤΟΥΝ <box>773 1112 922 1124</box>
headline-ergatikwn: Η ΚΙΝΗΣΙΣ ΤΩΝ ΕΡΓΑΤΙΚΩΝ ΟΡΓΑΝΩΣΕΩΝ <box>18 1751 402 1777</box>
divider <box>423 770 563 772</box>
column-second <box>423 8 563 2347</box>
article-body: ΑΘΗΝΑΙ, 25.— Οι ιατροί του Δημοσίου θα εξετάζουν τους υπαλλήλους. <box>1133 567 1343 590</box>
headline-archaiologos: ΑΡΧΑΙΟΛΟΓΟΣ ΘΑ ΕΠΙΘΕΩΡΗΣΗ ΕΙΣ ΤΗΝ ΙΕΡΟΥΣΑΛΗΜ ΤΑΣ ΕΡΓΑΣΙΑΣ ΣΤΕΡΕΩΣΕΩΣ ΤΟΥ «ΠΑΝΑΓΙΟΥ ΤΑΦΟΥ» <box>8 700 373 763</box>
banner-headline: ΔΟΝΕΙΤΑΙ Η ΒΟΡ. ΕΛΛΑΣ ΑΠΟ ΕΝΘΟΥΣΙΑΣΜΟΝ <box>574 838 1121 926</box>
section-tag: ΕΙΣ ΤΗΝ ΦΛΩΡΙΝΑΝ <box>792 1035 904 1047</box>
headline-mitsis: ΑΠΗΛΛΑΓΗ Ο ΜΗΤΣΗΣ ΤΗΣ ΚΑΤΗΓΟΡΙΑΣ ΠΕΡΙ ΦΘΟΡΑΣ ΑΡΧΗΣ <box>432 259 554 331</box>
price-row: Αγγλίας 297.50—298.75 <box>423 632 563 644</box>
headline-agores: ΤΑ ΘΕΜΑΤΑ ΑΥΞΗΣΕΩΣ ΑΓΟΡΩΝ ΥΠΟ ΞΕΝΩΝ ΚΑΙ ΤΗΣ ΕΠΑΓΓΕΛΜΑΤΙΚΗΣ ΣΤΕΓΗΣ ΑΠΑΣΧΟΛΟΥΝ ΤΟΥΣ ΕΜΠΟΡΟΥΣ ΑΘΗΝΩΝ <box>8 482 392 546</box>
divider <box>1133 1386 1560 1388</box>
divider <box>8 881 412 883</box>
headline-tristan: ΕΠΑΝΑΠΑΤΡΙΖΟΝΤΑΙ ΟΙ ΚΑΤΟΙΚΟΙ ΤΗΣ ΤΡΙΣΤΑΝ ΝΤΑ ΚΟΥΧΝΑ <box>1144 280 1332 335</box>
divider <box>423 1611 563 1613</box>
article-body: ΚΑΣΤΟΡΙΑ, 25.— Η γαλλίς φοιτήτρια εκρατήθη υπό των αρχών διά την εξακρίβωσιν των στοιχείων της. <box>423 1251 563 1295</box>
section-tag: ΑΠΟΔΟΚΗ Η ΕΦΕΣΙΣ <box>1180 1870 1296 1882</box>
section-tag: ΕΙΣ ΤΑΣ ΑΘΗΝΑΣ <box>444 711 542 723</box>
headline-polio: ΕΣΗΜΕΙΩΘΗ ΚΡΟΥΣΜΑ ΠΟΛΙΟΜΥΕΛΙΤΙΔΟΣ ΕΙΣ ΤΟΝ ΒΟΛΟΝ <box>429 1332 557 1403</box>
headline-ostrakoforeiou: ΕΚΑΤΑΣΤΑΤΙΣ ΟΣΤΡΑΚΟΦΟΡΕΙΟΥ <box>430 1617 556 1654</box>
divider <box>423 2184 563 2186</box>
divider <box>423 956 563 957</box>
article-body: ΑΘΗΝΑΙ, 25.— Κατά την τελευταίαν συνεδρίασιν του διοικητικού συμβουλίου του Εμπορικού Συλλόγου Αθηνών εξητάσθησαν τα θέματα της αυξήσεως των αγορών υπό ξένων. εμπορικού συλλόγου Αθηνών. Ως επίσης συζητήθη το ζήτημα της επαγγελματικής στέγης και της ρυθμίσεως των μισθωμάτων. <box>8 550 412 605</box>
article-body: Συνελήφθησαν οι υπεύθυνοι του θανάτου εξ ηλεκτροπληξίας του νεαρού τεχνίτου, ο οποίος εφονεύθη κατά την εκτέλεσιν εργασιών. <box>423 1055 563 1121</box>
article-body: Το συμβούλιον εφετών διέταξε διά βουλεύματος την σύλληψιν τριών ποδοσφαιριστών. ΑΠΟΔΟΚΗ Η ΕΦΕΣΙΣ Η έφεσις εκρίθη αποδεκτή. <box>1133 1833 1343 1894</box>
right-upper <box>1133 98 1560 675</box>
headline-efthymiou: ΑΝΕΧΩΡΗΣΕΝ Ο Κ. ΕΥΘΥΜΙΟΥ <box>430 1729 556 1766</box>
divider <box>8 227 412 229</box>
